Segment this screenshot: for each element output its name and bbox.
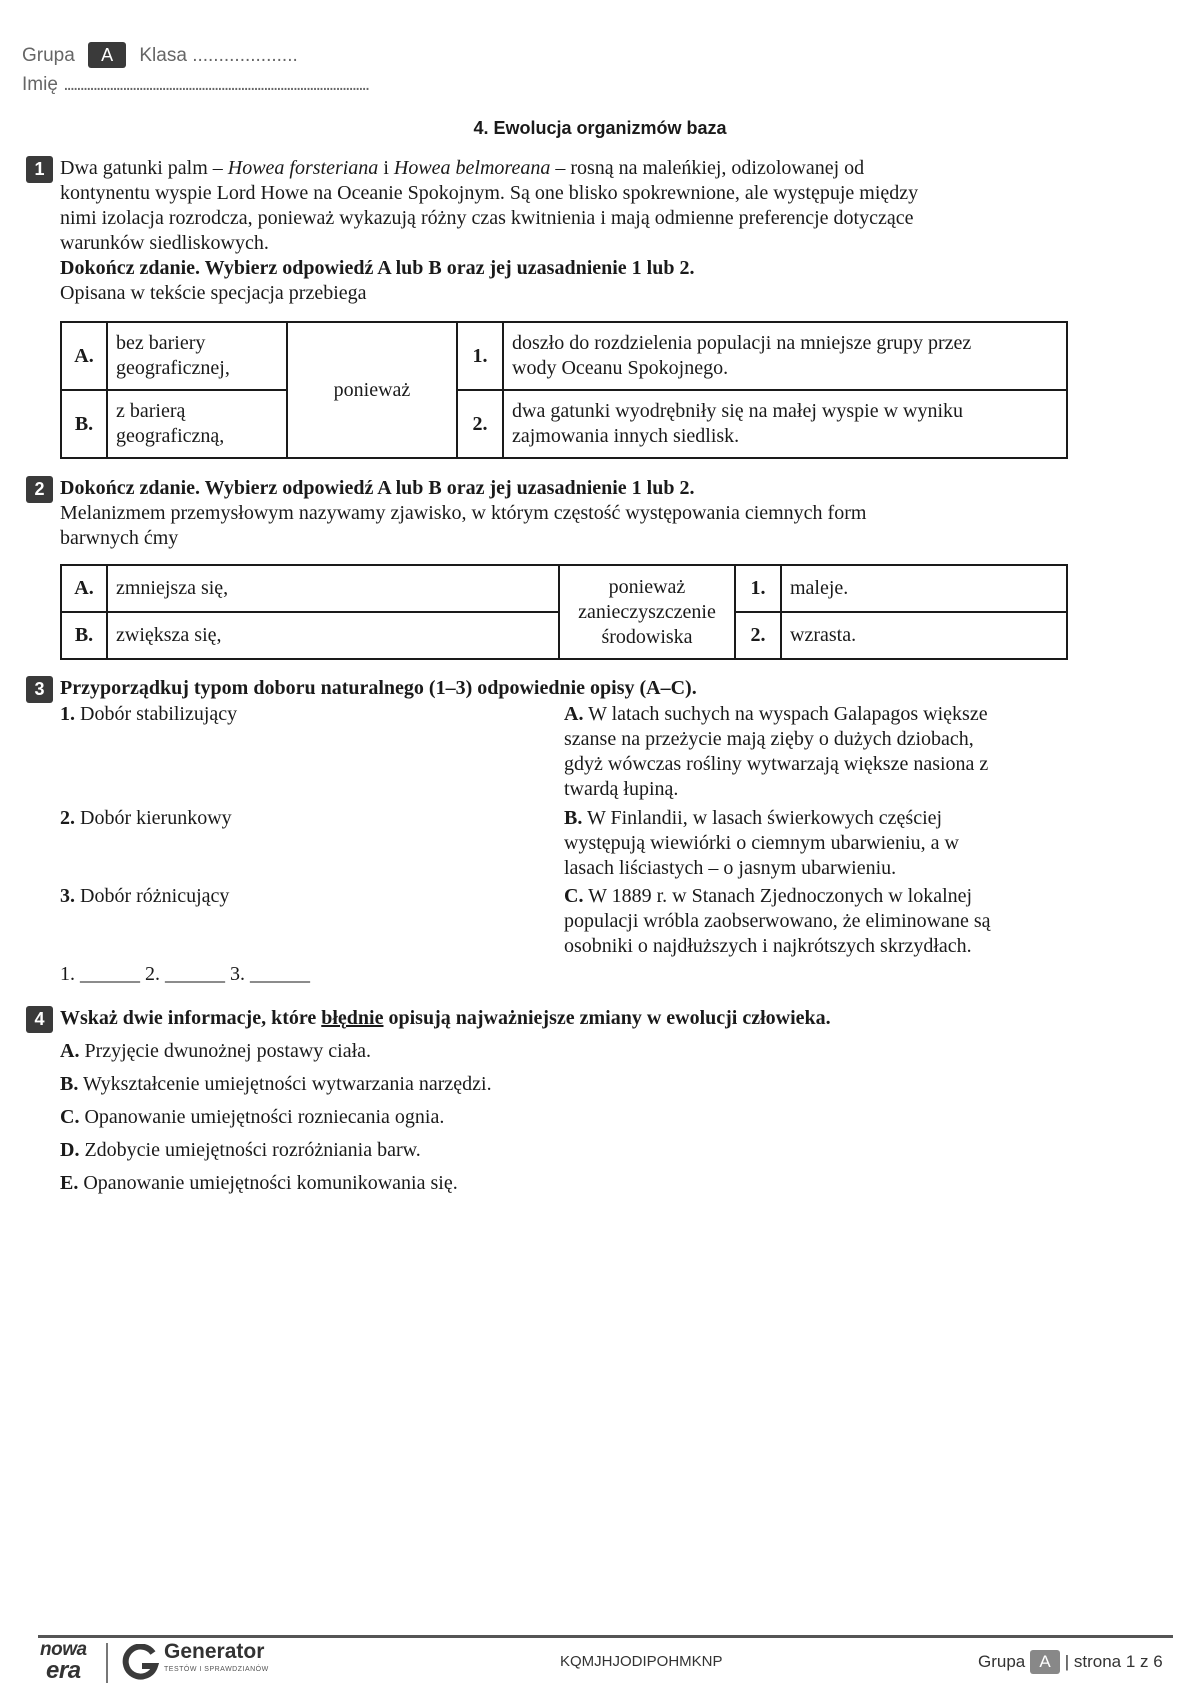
q3-desc-b-letter: B.: [564, 807, 583, 829]
q2-option-a-text[interactable]: zmniejsza się,: [107, 565, 559, 612]
q3-desc-a-letter: A.: [564, 703, 584, 725]
q3-desc-c-line-1: W 1889 r. w Stanach Zjednoczonych w lokalnej: [588, 885, 973, 907]
name-label: Imię: [22, 74, 58, 95]
q1-line-2: kontynentu wyspie Lord Howe na Oceanie Spokojnym. Są one blisko spokrewnione, ale występuje między: [60, 182, 919, 204]
q1-option-a-text[interactable]: [107, 322, 287, 390]
q4-option-b-text: Wykształcenie umiejętności wytwarzania narzędzi.: [82, 1073, 492, 1095]
footer-divider: [38, 1635, 1173, 1638]
q1-option-a-line-1: bez bariery: [116, 332, 206, 354]
q3-answer-line[interactable]: 1. ______ 2. ______ 3. ______: [60, 963, 310, 985]
q4-option-a-text: Przyjęcie dwunożnej postawy ciała.: [84, 1040, 372, 1062]
q4-option-a[interactable]: [60, 1040, 371, 1063]
question-3-number: 3: [26, 676, 53, 703]
q4-instruction-a: Wskaż dwie informacje, które: [60, 1007, 322, 1029]
q1-line-3: nimi izolacja rozrodcza, ponieważ wykazują różny czas kwitnienia i mają odmienne preferencje dotyczące: [60, 207, 914, 229]
q3-desc-c-letter: C.: [564, 885, 584, 907]
q1-reason-2-text[interactable]: [503, 390, 1067, 458]
group-field: [22, 42, 298, 68]
q3-description-c: [564, 884, 1084, 959]
question-4-number: 4: [26, 1006, 53, 1033]
q2-connector-line-2: zanieczyszczenie: [578, 600, 716, 623]
name-field: [22, 74, 368, 96]
nowa-era-logo: [40, 1640, 96, 1686]
q3-desc-c-line-2: populacji wróbla zaobserwowano, że eliminowane są: [564, 910, 991, 932]
q3-desc-a-line-1: W latach suchych na wyspach Galapagos większe: [588, 703, 988, 725]
class-dots: ....................: [192, 45, 298, 66]
document-code: KQMJHJODIPOHMKNP: [560, 1653, 723, 1670]
footer-page-info: [978, 1650, 1163, 1674]
q1-intro-b: i: [378, 157, 394, 179]
q1-reason-2-line-2: zajmowania innych siedlisk.: [512, 425, 740, 447]
q4-option-e-letter: E.: [60, 1172, 79, 1194]
q2-option-b-letter[interactable]: B.: [61, 612, 107, 659]
q3-desc-a-line-2: szanse na przeżycie mają zięby o dużych dziobach,: [564, 728, 974, 750]
q4-option-b-letter: B.: [60, 1073, 79, 1095]
q2-reason-1-number[interactable]: 1.: [735, 565, 781, 612]
q2-stem-1: Melanizmem przemysłowym nazywamy zjawisko, w którym częstość występowania ciemnych form: [60, 502, 867, 524]
q2-answer-table: [60, 564, 1068, 660]
generator-subtitle: TESTÓW I SPRAWDZIANÓW: [164, 1666, 269, 1673]
q2-option-b-text[interactable]: zwiększa się,: [107, 612, 559, 659]
q1-species-1: Howea forsteriana: [227, 157, 379, 179]
q3-desc-a-line-4: twardą łupiną.: [564, 778, 679, 800]
footer-group-label: Grupa: [978, 1652, 1026, 1671]
q3-instruction: Przyporządkuj typom doboru naturalnego (1–3) odpowiednie opisy (A–C).: [60, 677, 697, 699]
q3-type-1-label: Dobór stabilizujący: [80, 703, 238, 725]
q1-instruction: Dokończ zdanie. Wybierz odpowiedź A lub B oraz jej uzasadnienie 1 lub 2.: [60, 257, 695, 279]
generator-title: Generator: [164, 1640, 265, 1663]
q1-reason-1-number[interactable]: 1.: [457, 322, 503, 390]
q3-description-a: [564, 702, 1084, 802]
q4-option-e[interactable]: [60, 1172, 458, 1195]
footer-group-badge: A: [1030, 1650, 1060, 1674]
q3-type-2-label: Dobór kierunkowy: [80, 807, 232, 829]
q4-instruction: [60, 1006, 831, 1031]
q1-stem: Opisana w tekście specjacja przebiega: [60, 282, 367, 304]
question-2-number: 2: [26, 476, 53, 503]
q3-type-2-number: 2.: [60, 807, 75, 829]
q1-reason-1-line-1: doszło do rozdzielenia populacji na mniejsze grupy przez: [512, 332, 972, 354]
question-2-intro: [60, 476, 1110, 551]
question-1-number: 1: [26, 156, 53, 183]
logo-nowa-text: nowa: [40, 1639, 87, 1660]
q2-connector-line-1: ponieważ: [608, 575, 686, 598]
q2-connector-line-3: środowiska: [601, 625, 693, 648]
q4-option-e-text: Opanowanie umiejętności komunikowania się.: [83, 1172, 458, 1194]
q4-option-d-text: Zdobycie umiejętności rozróżniania barw.: [84, 1139, 421, 1161]
q3-type-3-label: Dobór różnicujący: [80, 885, 230, 907]
question-1-intro: [60, 156, 1110, 306]
q1-option-b-line-2: geograficzną,: [116, 425, 225, 447]
q2-instruction: Dokończ zdanie. Wybierz odpowiedź A lub B oraz jej uzasadnienie 1 lub 2.: [60, 477, 695, 499]
q3-desc-b-line-1: W Finlandii, w lasach świerkowych częściej: [586, 807, 943, 829]
q2-reason-1-text[interactable]: maleje.: [781, 565, 1067, 612]
q3-description-b: [564, 806, 1084, 881]
q1-species-2: Howea belmoreana: [393, 157, 551, 179]
q1-intro-c: – rosną na maleńkiej, odizolowanej od: [550, 157, 865, 179]
q3-desc-b-line-3: lasach liściastych – o jasnym ubarwieniu.: [564, 857, 897, 879]
page-title: 4. Ewolucja organizmów baza: [473, 118, 727, 138]
q1-answer-table: [60, 321, 1068, 459]
q3-type-3: [60, 884, 229, 909]
q4-option-d-letter: D.: [60, 1139, 80, 1161]
q2-reason-2-number[interactable]: 2.: [735, 612, 781, 659]
q4-option-d[interactable]: [60, 1139, 421, 1162]
q1-intro-a: Dwa gatunki palm –: [60, 157, 228, 179]
footer-logo-separator: [106, 1643, 108, 1683]
q2-option-a-letter[interactable]: A.: [61, 565, 107, 612]
class-label: Klasa: [139, 45, 187, 66]
group-badge: A: [88, 42, 126, 68]
q1-reason-2-number[interactable]: 2.: [457, 390, 503, 458]
q4-instruction-underlined: błędnie: [321, 1007, 384, 1029]
q1-row-a: [61, 322, 1067, 390]
q4-option-b[interactable]: [60, 1073, 492, 1096]
q3-type-2: [60, 806, 232, 831]
q2-reason-2-text[interactable]: wzrasta.: [781, 612, 1067, 659]
q2-stem-2: barwnych ćmy: [60, 527, 179, 549]
q4-instruction-b: opisują najważniejsze zmiany w ewolucji człowieka.: [383, 1007, 831, 1029]
q3-type-1-number: 1.: [60, 703, 75, 725]
q1-option-b-line-1: z barierą: [116, 400, 186, 422]
q1-option-b-text[interactable]: [107, 390, 287, 458]
q1-option-a-line-2: geograficznej,: [116, 357, 230, 379]
q3-desc-a-line-3: gdyż wówczas rośliny wytwarzają większe nasiona z: [564, 753, 989, 775]
q3-desc-c-line-3: osobniki o najdłuższych i najkrótszych skrzydłach.: [564, 935, 972, 957]
q4-option-a-letter: A.: [60, 1040, 80, 1062]
q1-reason-2-line-1: dwa gatunki wyodrębniły się na małej wyspie w wyniku: [512, 400, 964, 422]
name-dots: .............................................................................................: [63, 74, 369, 95]
q3-type-1: [60, 702, 237, 727]
logo-era-text: era: [46, 1657, 81, 1684]
q2-connector: [559, 565, 735, 659]
q1-row-b: [61, 390, 1067, 458]
footer-page-number: | strona 1 z 6: [1064, 1652, 1163, 1671]
generator-logo-icon: [122, 1644, 160, 1682]
q1-line-4: warunków siedliskowych.: [60, 232, 269, 254]
q2-row-a: [61, 565, 1067, 612]
q1-connector: ponieważ: [287, 322, 457, 458]
q1-reason-1-text[interactable]: [503, 322, 1067, 390]
q4-option-c[interactable]: [60, 1106, 444, 1129]
group-label: Grupa: [22, 45, 75, 66]
q3-desc-b-line-2: występują wiewiórki o ciemnym ubarwieniu, a w: [564, 832, 959, 854]
q1-option-b-letter[interactable]: B.: [61, 390, 107, 458]
q4-option-c-text: Opanowanie umiejętności rozniecania ognia.: [84, 1106, 445, 1128]
q3-type-3-number: 3.: [60, 885, 75, 907]
q1-reason-1-line-2: wody Oceanu Spokojnego.: [512, 357, 729, 379]
q4-option-c-letter: C.: [60, 1106, 80, 1128]
q1-option-a-letter[interactable]: A.: [61, 322, 107, 390]
